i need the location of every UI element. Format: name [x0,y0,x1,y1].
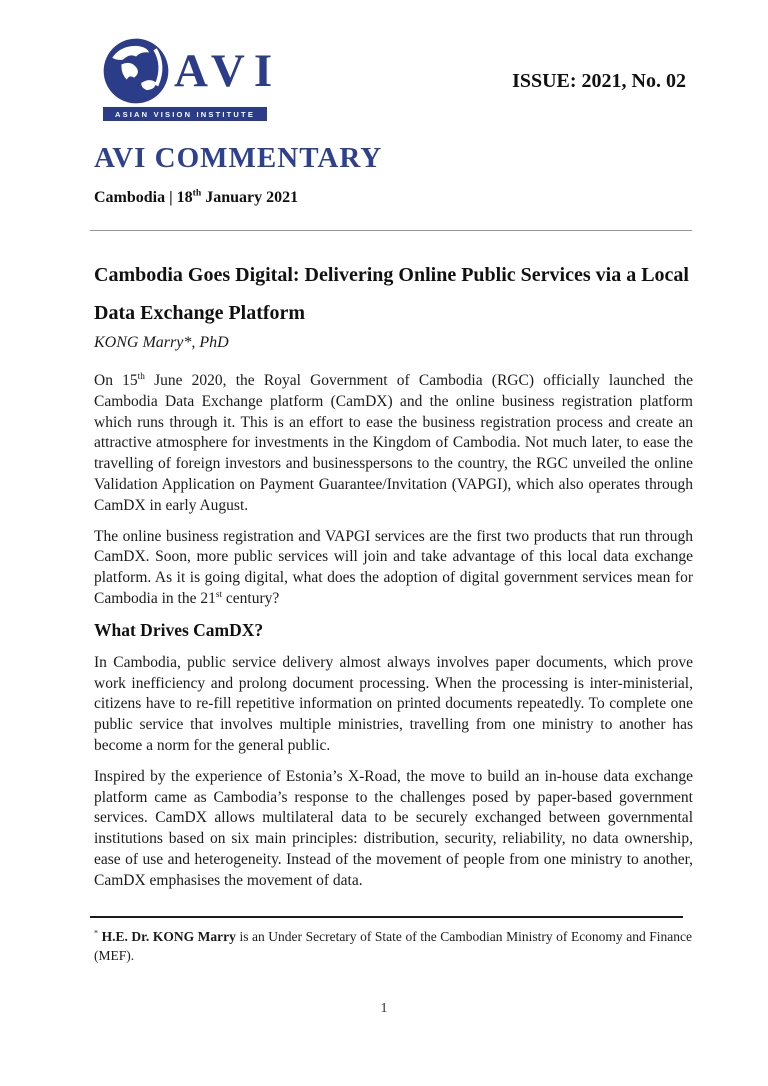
dateline [94,189,298,207]
dateline-ordinal: th [192,187,202,199]
paragraph-1 [94,371,693,517]
article-title: Cambodia Goes Digital: Delivering Online Public Services via a Local Data Exchange Platform [94,264,689,324]
section-heading: What Drives CamDX? [94,619,264,640]
article-author: KONG Marry*, PhD [94,334,229,351]
dateline-pre: Cambodia | 18 [94,189,193,206]
header-divider [90,230,692,231]
paragraph-1-ordinal: th [137,371,145,382]
article-body [94,256,693,902]
logo-acronym: AVI [174,44,282,97]
paragraph-2-ordinal: st [215,589,223,600]
paragraph-3: In Cambodia, public service delivery almost always involves paper documents, which prove work inefficiency and prolong document processing. When the processing is inter-ministerial, citizens have to re-fill repetitive information on printed documents repeatedly. To complete one public service that involves multiple ministries, travelling from one ministry to another has become a norm for the general public. [94,653,693,754]
avi-logo [103,38,282,121]
paragraph-2-pre: The online business registration and VAPGI services are the first two products that run through CamDX. Soon, more public services will join and take advantage of this local data exchange platform. As it is going digital, what does the adoption of digital government services mean for Cambodia in the 21 [94,527,693,607]
paragraph-1-post: June 2020, the Royal Government of Cambodia (RGC) officially launched the Cambodia Data Exchange platform (CamDX) and the online business registration platform which runs through it. This is an effort to ease the business registration process and create an attractive atmosphere for investments in the Kingdom of Cambodia. Not much later, to ease the travelling of foreign investors and businesspersons to the country, the RGC unveiled the online Validation Application on Payment Guarantee/Invitation (VAPGI), which also operates through CamDX in early August. [94,372,693,514]
page-number: 1 [380,1001,388,1016]
footnote-text: is an Under Secretary of State of the Cambodian Ministry of Economy and Finance (MEF). [94,929,693,963]
footnote-marker: * [94,928,99,938]
footnote-author: H.E. Dr. KONG Marry [101,929,236,944]
logo-row [103,38,282,104]
logo-tagline: ASIAN VISION INSTITUTE [103,107,267,121]
globe-icon [103,38,169,104]
footnote-divider [90,916,683,918]
paragraph-4: Inspired by the experience of Estonia’s X-Road, the move to build an in-house data exchange platform came as Cambodia’s response to the challenges posed by paper-based government services. CamDX allows multilateral data to be securely exchanged between governmental institutions based on six main principles: distribution, security, reliability, no data ownership, ease of use and heterogeneity. Instead of the movement of people from one ministry to another, CamDX emphasises the movement of data. [94,767,693,889]
masthead-title: AVI COMMENTARY [94,142,383,174]
paragraph-2-post: century? [222,589,280,607]
paragraph-1-pre: On 15 [94,372,138,389]
dateline-post: January 2021 [201,189,299,206]
paragraph-2 [94,527,693,610]
footnote [94,927,692,965]
issue-label: ISSUE: 2021, No. 02 [512,70,686,92]
